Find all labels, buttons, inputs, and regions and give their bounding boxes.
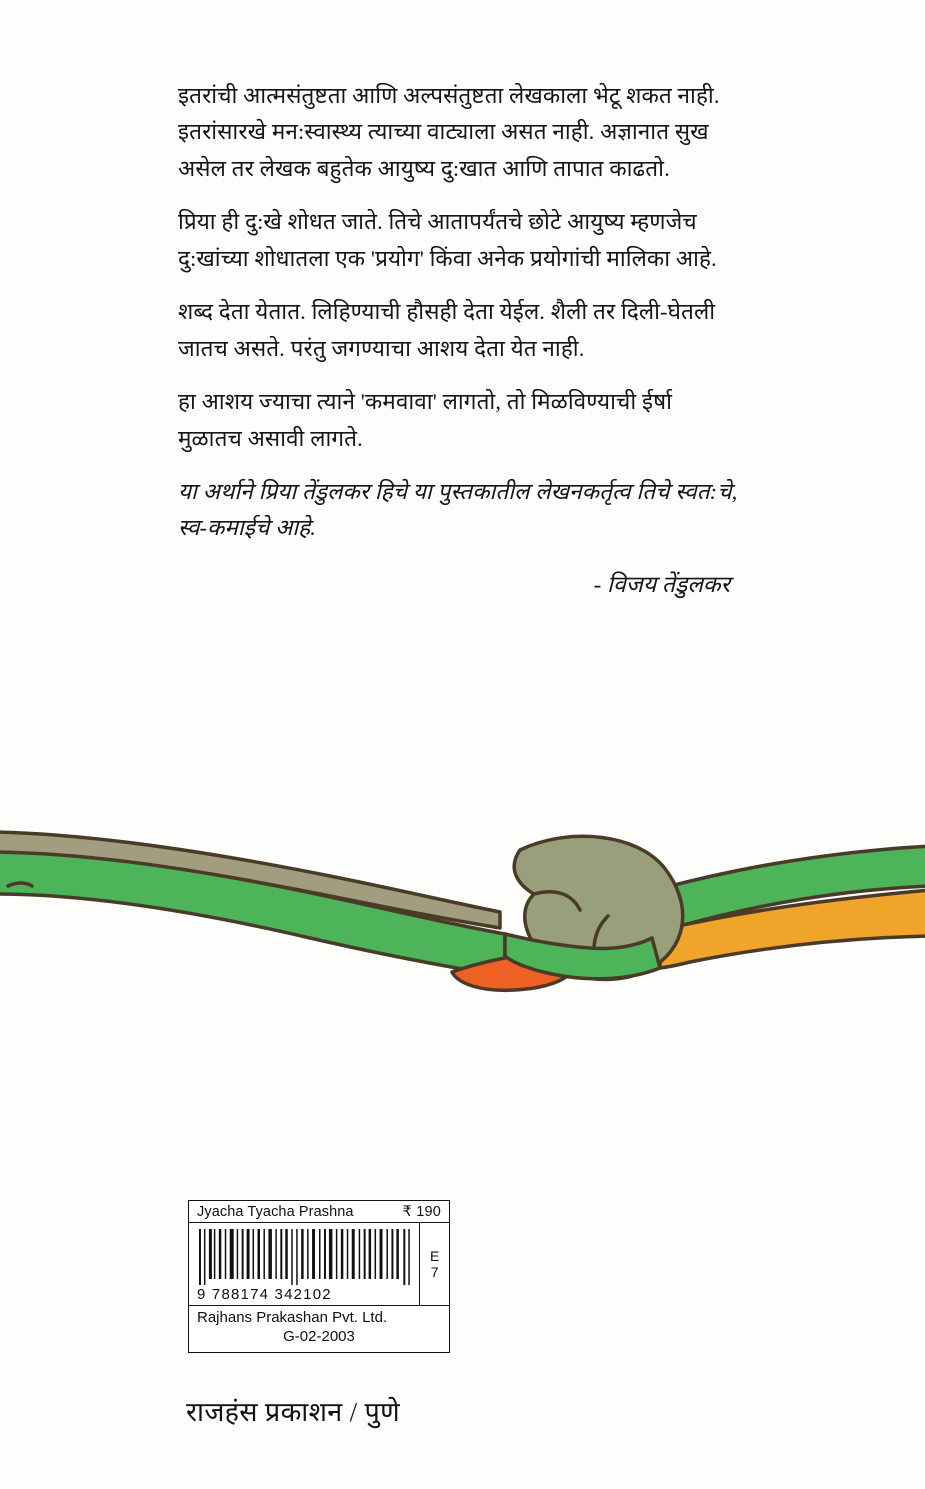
barcode-footer bbox=[189, 1306, 449, 1352]
ribbon-knot-svg bbox=[0, 790, 925, 1040]
barcode-side-number: 7 bbox=[430, 1264, 439, 1280]
barcode-bars-wrap bbox=[189, 1223, 419, 1305]
barcode-header bbox=[189, 1201, 449, 1223]
barcode-bars bbox=[197, 1229, 415, 1285]
barcode-main bbox=[189, 1223, 449, 1306]
blurb-text-block bbox=[178, 78, 738, 599]
ribbon-knot-illustration bbox=[0, 790, 925, 1040]
blurb-paragraph-3: शब्द देता येतात. लिहिण्याची हौसही देता येईल. शैली तर दिली-घेतली जातच असते. परंतु जगण्याचा आशय देता येत नाही. bbox=[178, 299, 716, 361]
barcode-title: Jyacha Tyacha Prashna bbox=[197, 1204, 354, 1220]
blurb-paragraph-1: इतरांची आत्मसंतुष्टता आणि अल्पसंतुष्टता लेखकाला भेटू शकत नाही. इतरांसारखे मन:स्वास्थ्य त्याच्या वाट्याला असत नाही. अज्ञानात सुख असेल तर लेखक बहुतेक आयुष्य दु:खात आणि तापात काढतो. bbox=[178, 83, 720, 181]
publisher-imprint: राजहंस प्रकाशन / पुणे bbox=[186, 1397, 400, 1427]
barcode-price: ₹ 190 bbox=[402, 1204, 441, 1220]
blurb-attribution: - विजय तेंडुलकर bbox=[593, 571, 730, 597]
barcode-side-code bbox=[419, 1223, 449, 1305]
blurb-paragraph-5: या अर्थाने प्रिया तेंडुलकर हिचे या पुस्तकातील लेखनकर्तृत्व तिचे स्वत:चे, स्व-कमाईचे आहे. bbox=[178, 478, 738, 541]
barcode-side-letter: E bbox=[429, 1247, 440, 1264]
barcode-block bbox=[188, 1200, 450, 1353]
blurb-paragraph-4: हा आशय ज्याचा त्याने 'कमवावा' लागतो, तो मिळविण्याची ईर्षा मुळातच असावी लागते. bbox=[178, 389, 673, 451]
barcode-publisher: Rajhans Prakashan Pvt. Ltd. bbox=[197, 1309, 388, 1326]
barcode-code-line: G-02-2003 bbox=[283, 1327, 355, 1345]
barcode-digits: 9 788174 342102 bbox=[197, 1286, 332, 1303]
blurb-paragraph-2: प्रिया ही दु:खे शोधत जाते. तिचे आतापर्यंतचे छोटे आयुष्य म्हणजेच दु:खांच्या शोधातला एक 'प्रयोग' किंवा अनेक प्रयोगांची मालिका आहे. bbox=[178, 209, 717, 271]
